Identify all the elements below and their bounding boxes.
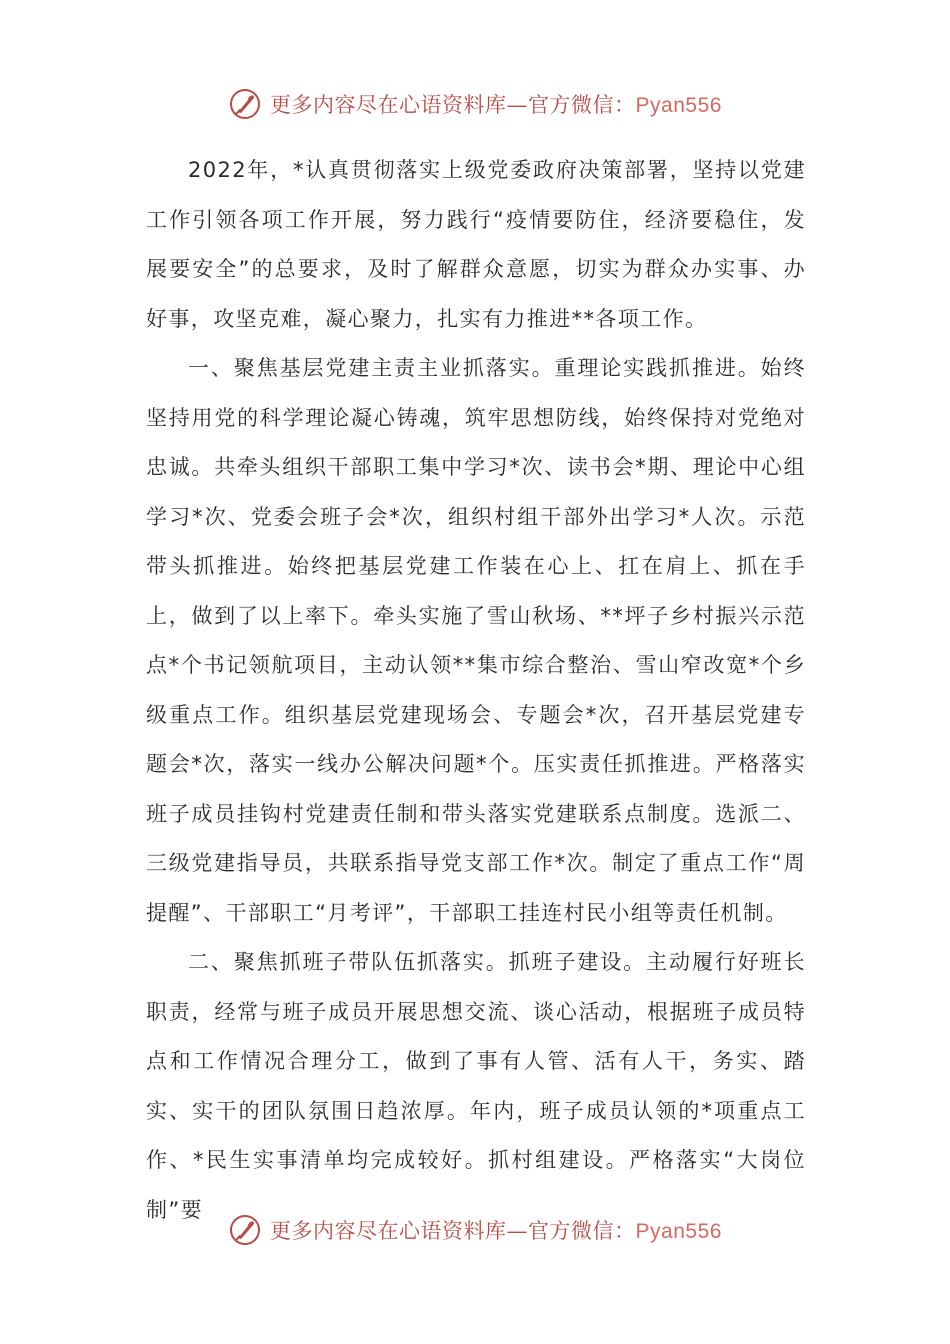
paragraph-section-one: 一、聚焦基层党建主责主业抓落实。重理论实践抓推进。始终坚持用党的科学理论凝心铸魂，筑牢思想防线，始终保持对党绝对忠诚。共牵头组织干部职工集中学习*次、读书会*期、理论中心组学习*次、党委会班子会*次，组织村组干部外出学习*人次。示范带头抓推进。始终把基层党建工作装在心上、扛在肩上、抓在手上，做到了以上率下。牵头实施了雪山秋场、**坪子乡村振兴示范点*个书记领航项目，主动认领**集市综合整治、雪山窄改宽*个乡级重点工作。组织基层党建现场会、专题会*次，召开基层党建专题会*次，落实一线办公解决问题*个。压实责任抓推进。严格落实班子成员挂钩村党建责任制和带头落实党建联系点制度。选派二、三级党建指导员，共联系指导党支部工作*次。制定了重点工作“周提醒”、干部职工“月考评”，干部职工挂连村民小组等责任机制。	[146, 356, 806, 925]
watermark-wechat-id: Pyan556	[635, 1220, 722, 1243]
watermark-text: 更多内容尽在心语资料库—官方微信：Pyan556	[270, 1219, 722, 1243]
paragraph-intro: 2022年，*认真贯彻落实上级党委政府决策部署，坚持以党建工作引领各项工作开展，努力践行“疫情要防住，经济要稳住，发展要安全”的总要求，及时了解群众意愿，切实为群众办实事、办好事，攻坚克难，凝心聚力，扎实有力推进**各项工作。	[146, 158, 806, 331]
paragraph-section-two: 二、聚焦抓班子带队伍抓落实。抓班子建设。主动履行好班长职责，经常与班子成员开展思想交流、谈心活动，根据班子成员特点和工作情况合理分工，做到了事有人管、活有人干，务实、踏实、实干的团队氛围日趋浓厚。年内，班子成员认领的*项重点工作、*民生实事清单均完成较好。抓村组建设。严格落实“大岗位制”要	[146, 950, 806, 1222]
watermark-wechat-id: Pyan556	[635, 94, 722, 117]
watermark-text: 更多内容尽在心语资料库—官方微信：Pyan556	[270, 93, 722, 117]
watermark-banner-top	[0, 84, 950, 124]
quill-logo-icon	[228, 1213, 262, 1247]
quill-logo-icon	[228, 87, 262, 121]
watermark-banner-bottom	[0, 1210, 950, 1250]
document-body	[146, 146, 806, 1235]
